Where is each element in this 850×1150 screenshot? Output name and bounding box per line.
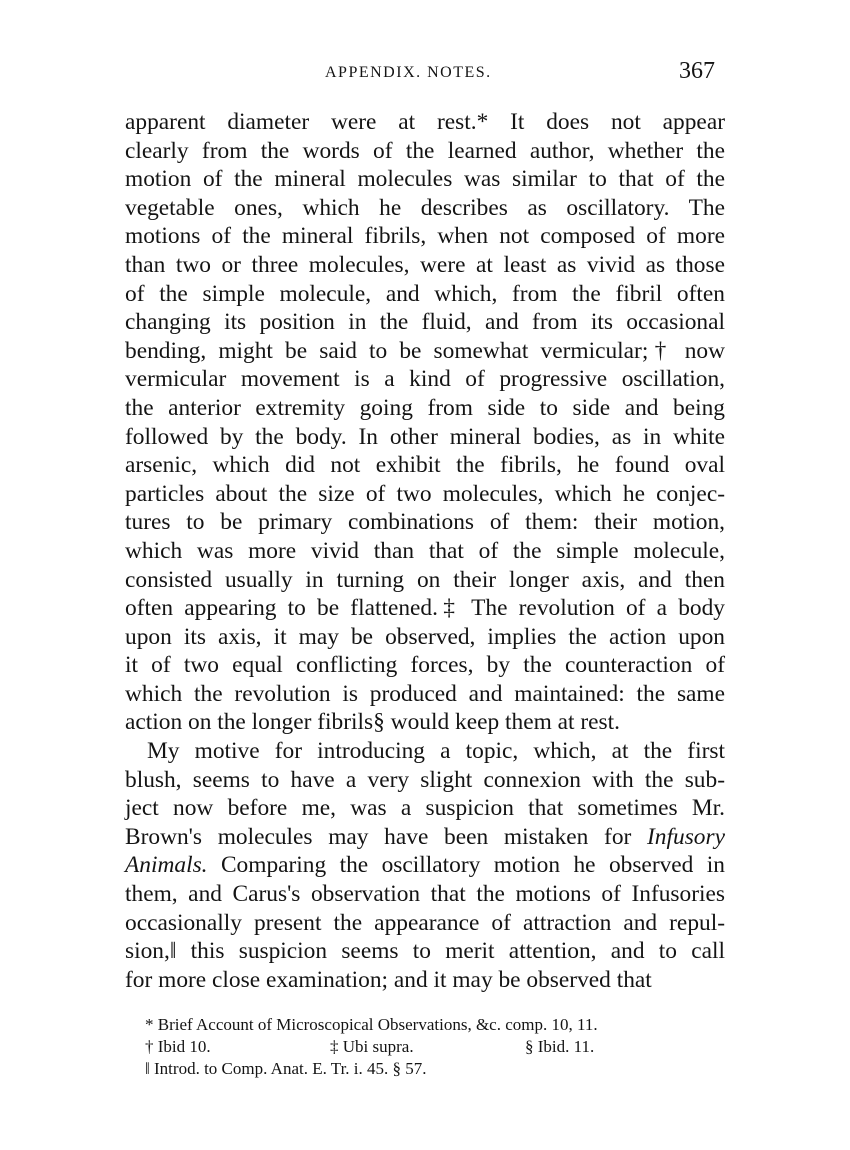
text-line: occasionally present the appearance of attraction and repul- <box>125 909 725 936</box>
text-line: of the simple molecule, and which, from the fibril often <box>125 280 725 307</box>
footnote: † Ibid 10. <box>145 1037 211 1056</box>
text-line: arsenic, which did not exhibit the fibrils, he found oval <box>125 452 725 479</box>
running-head <box>125 58 725 90</box>
text-line: ject now before me, was a suspicion that sometimes Mr. <box>125 795 725 822</box>
body-text <box>125 108 725 994</box>
footnotes <box>145 1014 725 1080</box>
footnote-row <box>145 1036 725 1058</box>
footnote: * Brief Account of Microscopical Observations, &c. comp. 10, 11. <box>145 1015 598 1034</box>
text-line: it of two equal conflicting forces, by the counteraction of <box>125 652 725 679</box>
text-line-with-italic <box>125 823 725 852</box>
text-line: which the revolution is produced and maintained: the same <box>125 680 725 707</box>
italic-term: Animals. <box>125 852 208 879</box>
text-line: motions of the mineral fibrils, when not composed of more <box>125 223 725 250</box>
text-line: particles about the size of two molecules, which he conjec- <box>125 480 725 507</box>
text-line: for more close examination; and it may be observed that <box>125 966 652 993</box>
text-segment: Brown's molecules may have been mistaken for <box>125 823 632 850</box>
italic-term: Infusory <box>647 823 725 850</box>
text-line: apparent diameter were at rest.* It does not appear <box>125 109 725 135</box>
text-segment: Comparing the oscillatory motion he observed in <box>220 852 725 879</box>
footnote: § Ibid. 11. <box>525 1037 595 1056</box>
text-line: clearly from the words of the learned author, whether the <box>125 137 725 164</box>
text-line: motion of the mineral molecules was similar to that of the <box>125 166 725 193</box>
text-line: the anterior extremity going from side to side and being <box>125 394 725 421</box>
text-line: which was more vivid than that of the simple molecule, <box>125 537 725 564</box>
text-line: bending, might be said to be somewhat vermicular;† now <box>125 337 725 364</box>
text-line: blush, seems to have a very slight connexion with the sub- <box>125 766 725 793</box>
text-line: than two or three molecules, were at least as vivid as those <box>125 251 725 278</box>
text-line: upon its axis, it may be observed, implies the action upon <box>125 623 725 650</box>
text-line: vermicular movement is a kind of progressive oscillation, <box>125 366 725 393</box>
text-line: My motive for introducing a topic, which, at the first <box>147 738 725 765</box>
text-line: action on the longer fibrils§ would keep them at rest. <box>125 709 620 736</box>
text-line: sion,‖ this suspicion seems to merit attention, and to call <box>125 938 725 965</box>
text-line: consisted usually in turning on their longer axis, and then <box>125 566 725 593</box>
page-number: 367 <box>679 58 715 84</box>
text-line-with-italic <box>125 851 725 880</box>
text-line: them, and Carus's observation that the motions of Infusories <box>125 881 725 908</box>
text-line: changing its position in the fluid, and from its occasional <box>125 309 725 336</box>
text-line: vegetable ones, which he describes as oscillatory. The <box>125 194 725 221</box>
footnote: ‖ Introd. to Comp. Anat. E. Tr. i. 45. § 57. <box>145 1059 427 1078</box>
text-line: often appearing to be flattened.‡ The revolution of a body <box>125 595 725 622</box>
text-line: followed by the body. In other mineral bodies, as in white <box>125 423 725 450</box>
footnote: ‡ Ubi supra. <box>330 1037 414 1056</box>
text-line: tures to be primary combinations of them: their motion, <box>125 509 725 536</box>
running-title: APPENDIX. NOTES. <box>325 64 492 81</box>
